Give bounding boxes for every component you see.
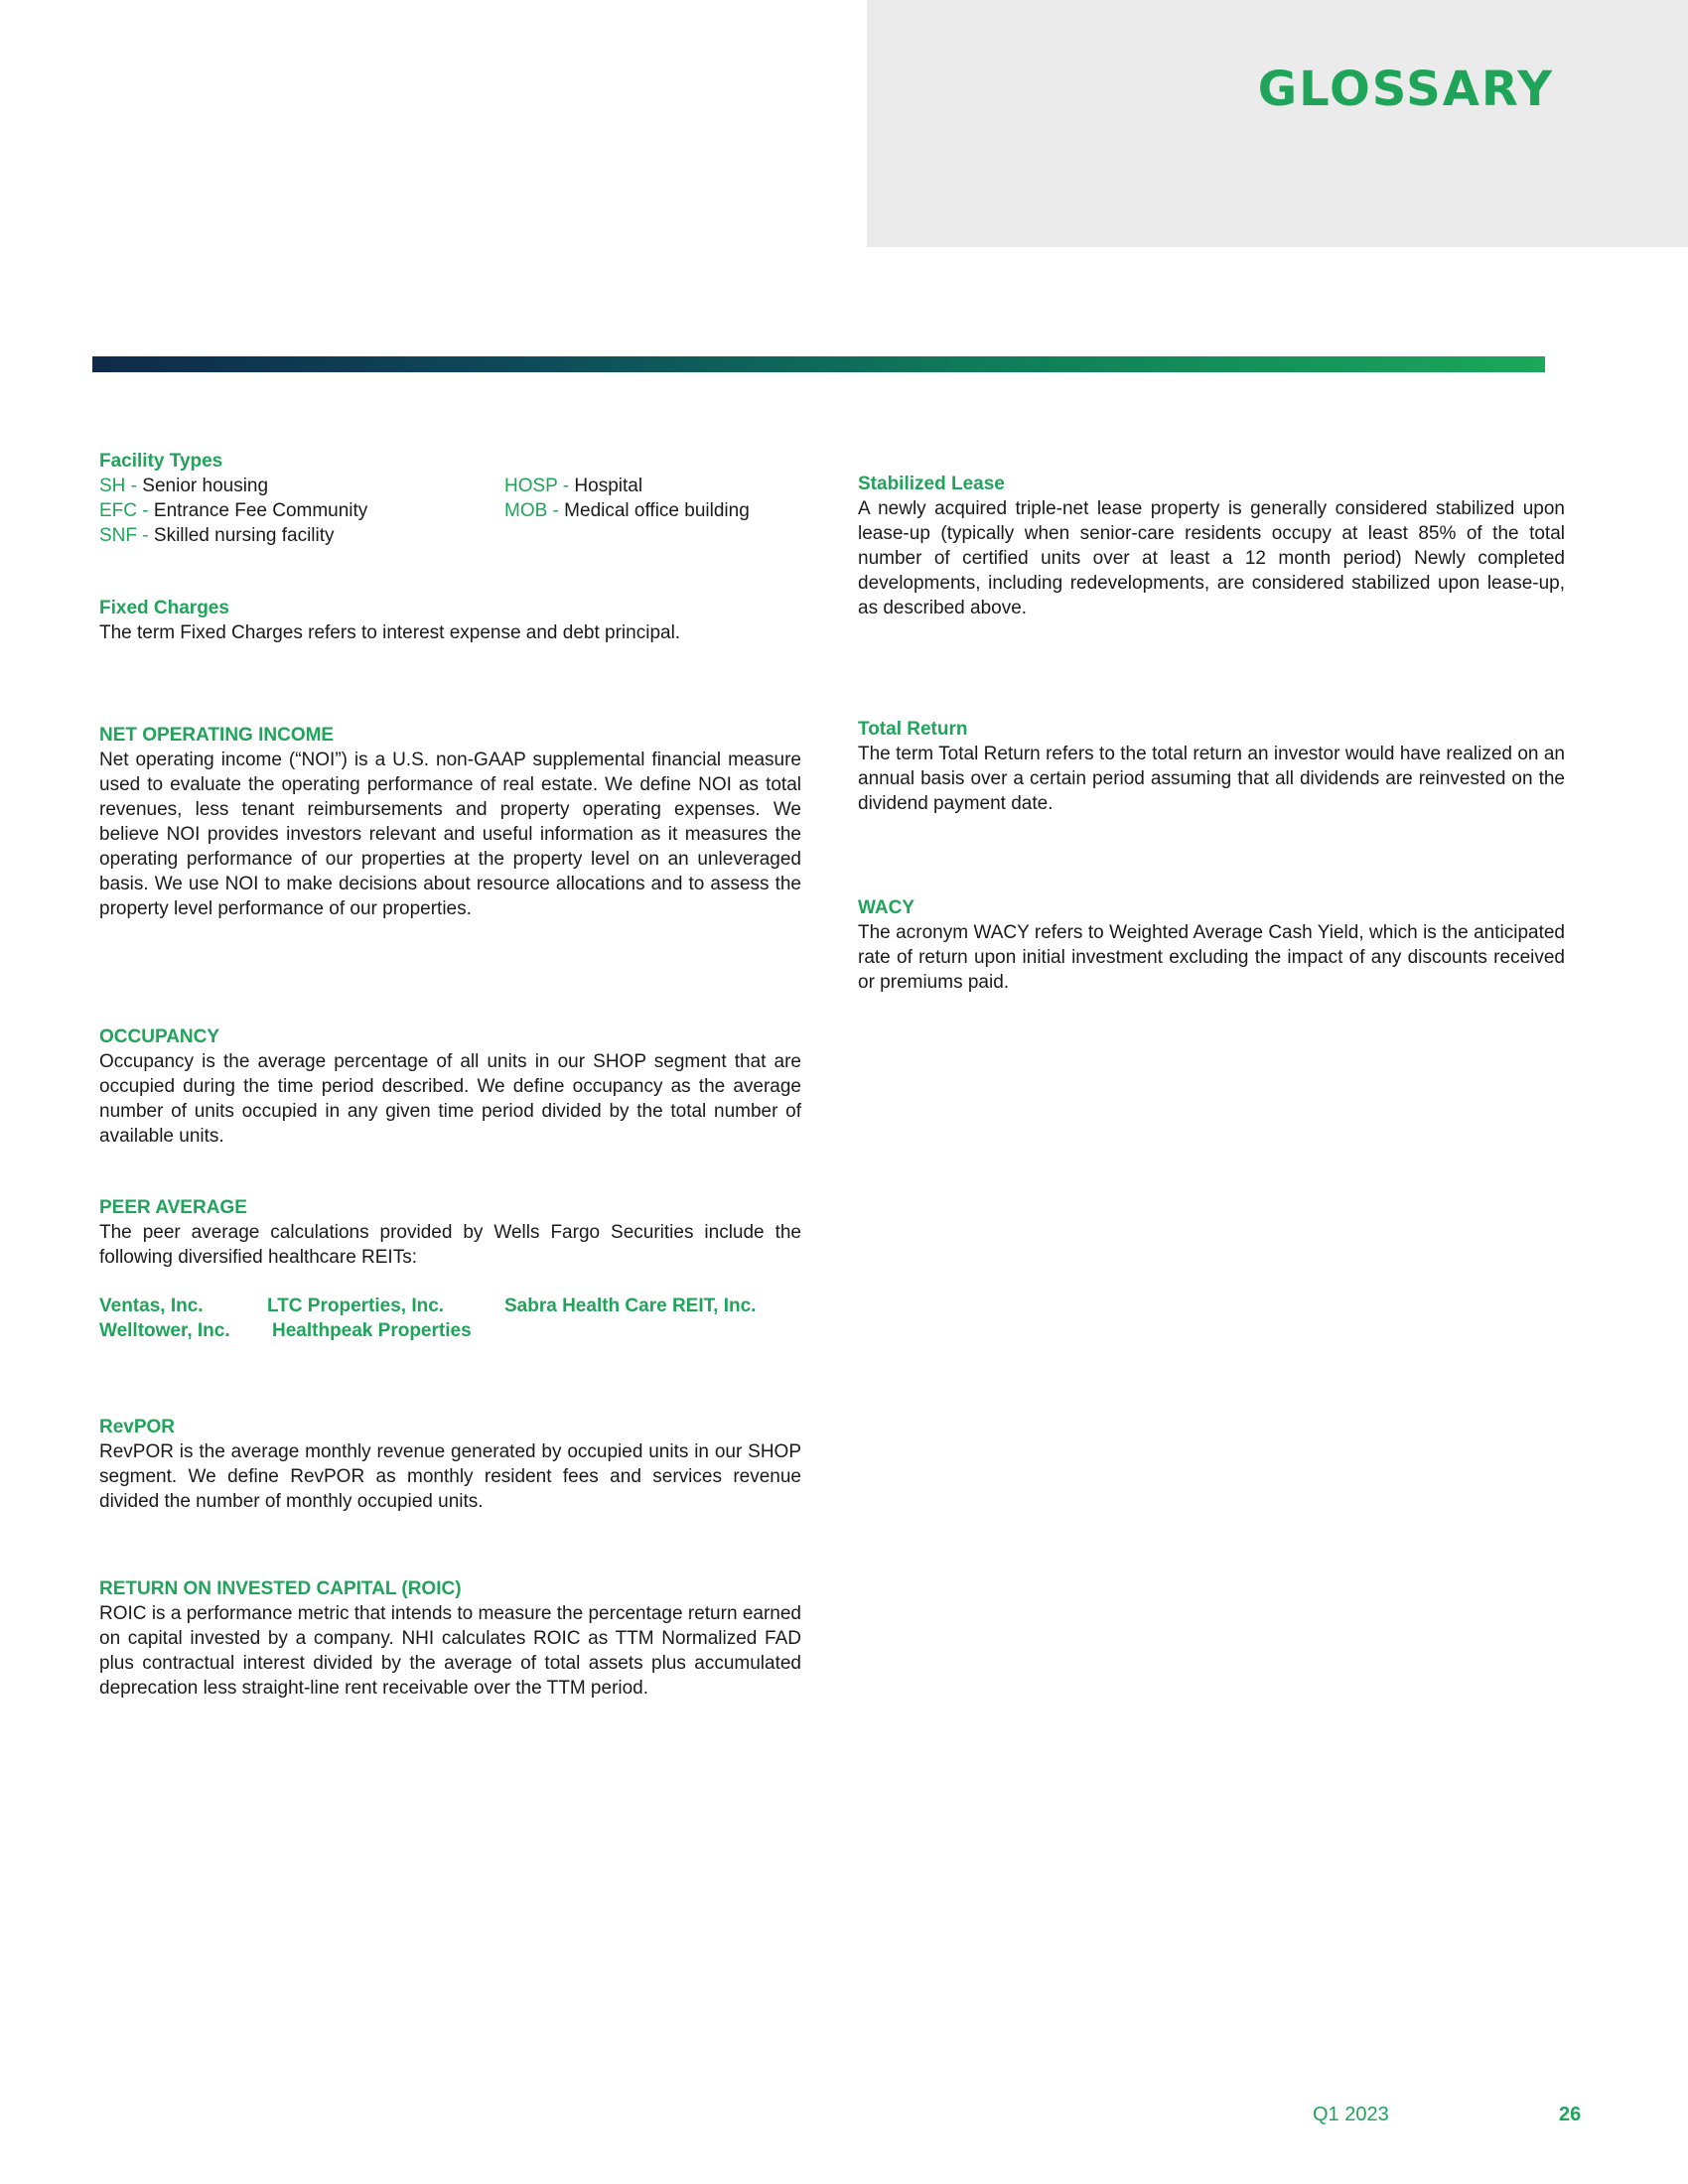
- total-return-body: The term Total Return refers to the total return an investor would have realized on an annual basis over a certain period assuming that all dividends are reinvested on the dividend payment date.: [858, 744, 1565, 814]
- roic-heading: RETURN ON INVESTED CAPITAL (ROIC): [99, 1578, 462, 1599]
- stabilized-lease-section: [858, 472, 1565, 620]
- page-title: GLOSSARY: [1257, 62, 1554, 117]
- facility-types-heading: Facility Types: [99, 451, 223, 472]
- stabilized-lease-heading: Stabilized Lease: [858, 474, 1005, 494]
- occupancy-body: Occupancy is the average percentage of all units in our SHOP segment that are occupied during the time period described. We define occupancy as the average number of units occupied in any given time period divided by the total number of available units.: [99, 1051, 801, 1147]
- occupancy-heading: OCCUPANCY: [99, 1026, 220, 1047]
- wacy-section: [858, 895, 1565, 995]
- facility-type-item: SNF - Skilled nursing facility: [99, 525, 335, 546]
- noi-section: [99, 723, 801, 921]
- facility-types-section: [99, 449, 814, 548]
- noi-body: Net operating income (“NOI”) is a U.S. non-GAAP supplemental financial measure used to evaluate the operating performance of real estate. We define NOI as total revenues, less tenant reimbursements and property operating expenses. We believe NOI provides investors relevant and useful information as it measures the operating performance of our properties at the property level on an unleveraged basis. We use NOI to make decisions about resource allocations and to assess the property level performance of our properties.: [99, 750, 801, 919]
- peer-name: Healthpeak Properties: [272, 1320, 472, 1341]
- roic-section: [99, 1576, 801, 1701]
- fixed-charges-heading: Fixed Charges: [99, 598, 229, 618]
- header-panel: [867, 0, 1688, 247]
- wacy-heading: WACY: [858, 897, 914, 918]
- revpor-section: [99, 1415, 801, 1514]
- peer-average-body: The peer average calculations provided by Wells Fargo Securities include the following diversified healthcare REITs:: [99, 1222, 801, 1268]
- occupancy-section: [99, 1024, 801, 1149]
- revpor-body: RevPOR is the average monthly revenue generated by occupied units in our SHOP segment. We define RevPOR as monthly resident fees and services revenue divided the number of monthly occupied units.: [99, 1441, 801, 1512]
- peer-name: Sabra Health Care REIT, Inc.: [504, 1296, 757, 1316]
- roic-body: ROIC is a performance metric that intends to measure the percentage return earned on capital invested by a company. NHI calculates ROIC as TTM Normalized FAD plus contractual interest divided by the average of total assets plus accumulated deprecation less straight-line rent receivable over the TTM period.: [99, 1603, 801, 1699]
- footer-period: Q1 2023: [1313, 2104, 1389, 2125]
- wacy-body: The acronym WACY refers to Weighted Average Cash Yield, which is the anticipated rate of return upon initial investment excluding the impact of any discounts received or premiums paid.: [858, 922, 1565, 993]
- noi-heading: NET OPERATING INCOME: [99, 725, 335, 746]
- fixed-charges-body: The term Fixed Charges refers to interest expense and debt principal.: [99, 622, 681, 643]
- fixed-charges-section: [99, 596, 814, 645]
- peer-average-section: [99, 1195, 801, 1343]
- page-number: 26: [1559, 2104, 1582, 2125]
- peer-name: Ventas, Inc.: [99, 1296, 204, 1316]
- peer-name: Welltower, Inc.: [99, 1320, 230, 1341]
- divider-bar: [92, 356, 1545, 372]
- facility-type-item: EFC - Entrance Fee Community: [99, 500, 368, 521]
- stabilized-lease-body: A newly acquired triple-net lease property is generally considered stabilized upon lease-up (typically when senior-care residents occupy at least 85% of the total number of certified units over at least a 12 month period) Newly completed developments, including redevelopments, are considered stabilized upon lease-up, as described above.: [858, 498, 1565, 618]
- facility-type-item: HOSP - Hospital: [504, 476, 643, 496]
- peer-name: LTC Properties, Inc.: [267, 1296, 445, 1316]
- facility-type-item: MOB - Medical office building: [504, 500, 750, 521]
- facility-type-item: SH - Senior housing: [99, 476, 269, 496]
- total-return-heading: Total Return: [858, 719, 968, 740]
- revpor-heading: RevPOR: [99, 1417, 176, 1437]
- peer-average-heading: PEER AVERAGE: [99, 1197, 247, 1218]
- total-return-section: [858, 717, 1565, 816]
